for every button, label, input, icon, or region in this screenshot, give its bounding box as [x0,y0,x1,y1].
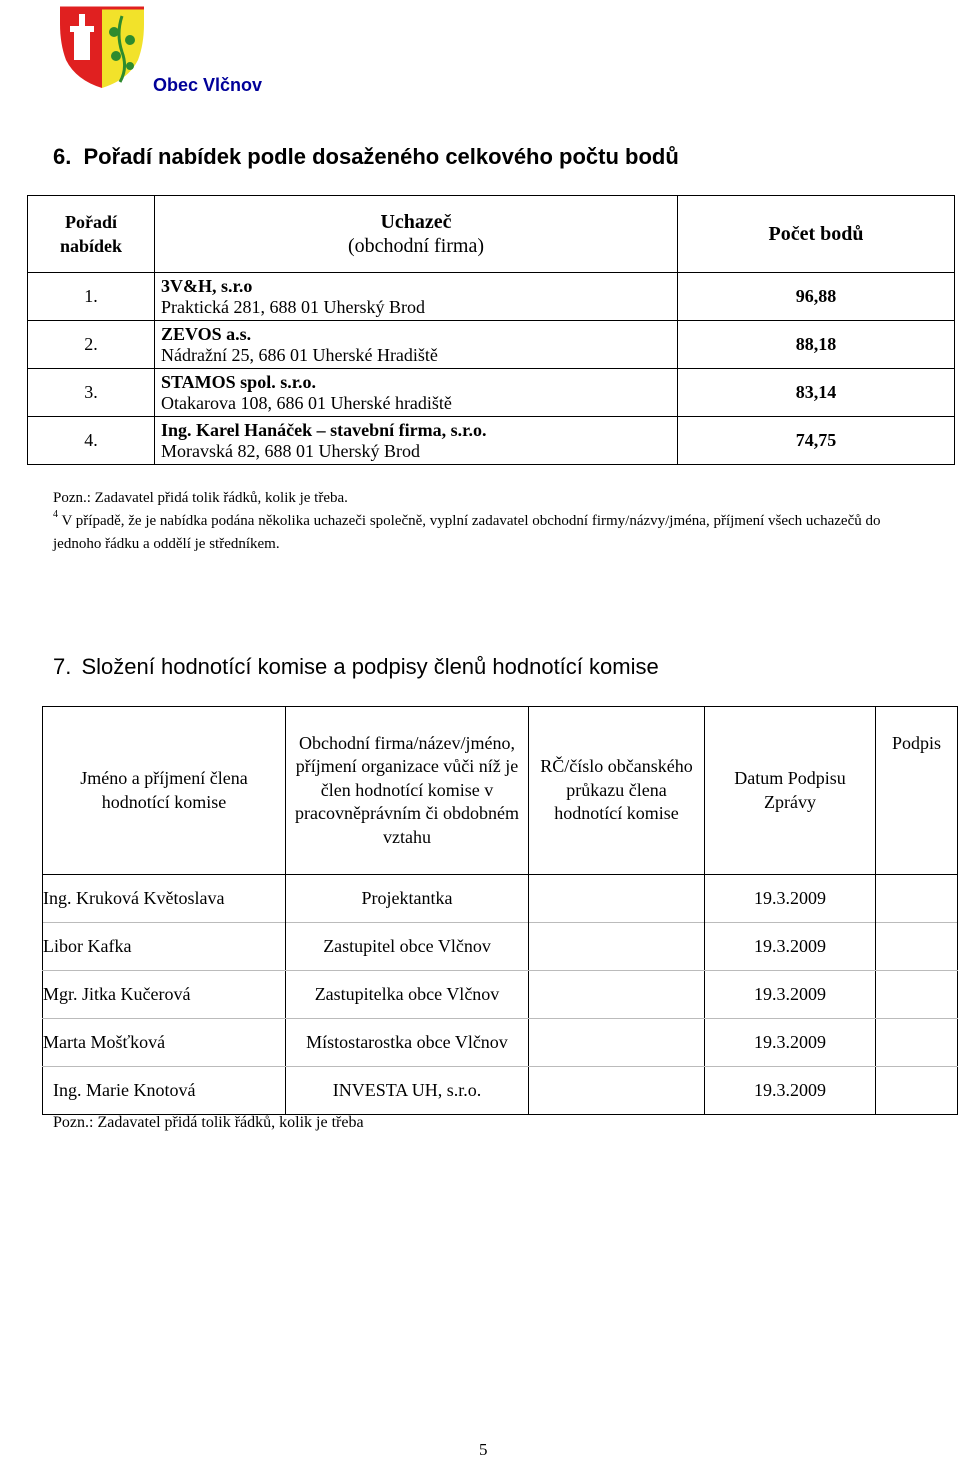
member-organization: Zastupitel obce Vlčnov [286,923,529,971]
member-organization: Projektantka [286,875,529,923]
section-7-heading [53,654,659,680]
column-header-member-name: Jméno a příjmení člena hodnotící komise [43,707,286,875]
member-id [529,1067,705,1115]
organization-name: Obec Vlčnov [153,75,263,95]
footnote-text: V případě, že je nabídka podána několika uchazeči společně, vyplní zadavatel obchodní firmy/názvy/jména, příjmení všech uchazečů do jednoho řádku a oddělí je středníkem. [53,513,881,552]
bidder-header-subtitle: (obchodní firma) [347,235,485,257]
section-number: 6. [53,144,72,169]
section-6-heading [53,144,679,170]
footnote-mark: 4 [53,509,58,520]
section-title: Pořadí nabídek podle dosaženého celkového počtu bodů [83,144,679,169]
column-header-signature-date: Datum Podpisu Zprávy [705,707,876,875]
signature-date: 19.3.2009 [705,971,876,1019]
table-row [43,1019,958,1067]
member-name: Ing. Kruková Květoslava [43,875,286,923]
section-number: 7. [53,654,72,679]
committee-table [42,706,958,1115]
member-name: Mgr. Jitka Kučerová [43,971,286,1019]
municipal-coat-of-arms-icon [56,4,148,90]
bidder-cell [155,417,678,465]
bidder-name: ZEVOS a.s. [161,323,252,344]
section-title: Složení hodnotící komise a podpisy členů hodnotící komise [81,654,659,679]
table-row [28,369,955,417]
column-header-rank: Pořadí nabídek [28,196,155,273]
member-id [529,1019,705,1067]
signature-date: 19.3.2009 [705,1019,876,1067]
bidder-cell [155,273,678,321]
table-row [43,923,958,971]
signature-date: 19.3.2009 [705,875,876,923]
points-cell: 96,88 [678,273,955,321]
bidder-address: Praktická 281, 688 01 Uherský Brod [161,296,425,317]
bidder-address: Moravská 82, 688 01 Uherský Brod [161,440,420,461]
member-id [529,875,705,923]
bidder-name: STAMOS spol. s.r.o. [161,371,317,392]
member-name: Marta Mošťková [43,1019,286,1067]
bidder-address: Otakarova 108, 686 01 Uherské hradiště [161,392,452,413]
bidder-name: Ing. Karel Hanáček – stavební firma, s.r.o. [161,419,487,440]
points-cell: 88,18 [678,321,955,369]
column-header-points: Počet bodů [678,196,955,273]
rank-cell: 3. [28,369,155,417]
rank-cell: 4. [28,417,155,465]
member-id [529,923,705,971]
signature-cell [876,923,958,971]
points-cell: 74,75 [678,417,955,465]
points-cell: 83,14 [678,369,955,417]
table-row [28,273,955,321]
member-organization: Místostarostka obce Vlčnov [286,1019,529,1067]
ranking-note: Pozn.: Zadavatel přidá tolik řádků, kolik je třeba. [53,490,348,506]
column-header-id-number: RČ/číslo občanského průkazu člena hodnotící komise [529,707,705,875]
bidder-address: Nádražní 25, 686 01 Uherské Hradiště [161,344,438,365]
footnote [53,510,913,556]
table-row [43,875,958,923]
table-row [43,1067,958,1115]
table-row [43,971,958,1019]
bidder-cell [155,321,678,369]
rank-cell: 2. [28,321,155,369]
member-organization: Zastupitelka obce Vlčnov [286,971,529,1019]
signature-cell [876,1067,958,1115]
member-name: Ing. Marie Knotová [43,1067,286,1115]
bid-ranking-table [27,195,955,465]
column-header-bidder [155,196,678,273]
bidder-cell [155,369,678,417]
member-id [529,971,705,1019]
column-header-signature: Podpis [876,707,958,875]
committee-note: Pozn.: Zadavatel přidá tolik řádků, kolik je třeba [53,1114,364,1131]
signature-cell [876,1019,958,1067]
table-row [28,321,955,369]
table-row [28,417,955,465]
signature-date: 19.3.2009 [705,1067,876,1115]
member-organization: INVESTA UH, s.r.o. [286,1067,529,1115]
signature-date: 19.3.2009 [705,923,876,971]
bidder-name: 3V&H, s.r.o [161,275,253,296]
column-header-organization: Obchodní firma/název/jméno, příjmení organizace vůči níž je člen hodnotící komise v pracovněprávním či obdobném vztahu [286,707,529,875]
member-name: Libor Kafka [43,923,286,971]
signature-cell [876,971,958,1019]
signature-cell [876,875,958,923]
page-number: 5 [479,1440,488,1459]
rank-cell: 1. [28,273,155,321]
bidder-header-title: Uchazeč [380,211,452,233]
